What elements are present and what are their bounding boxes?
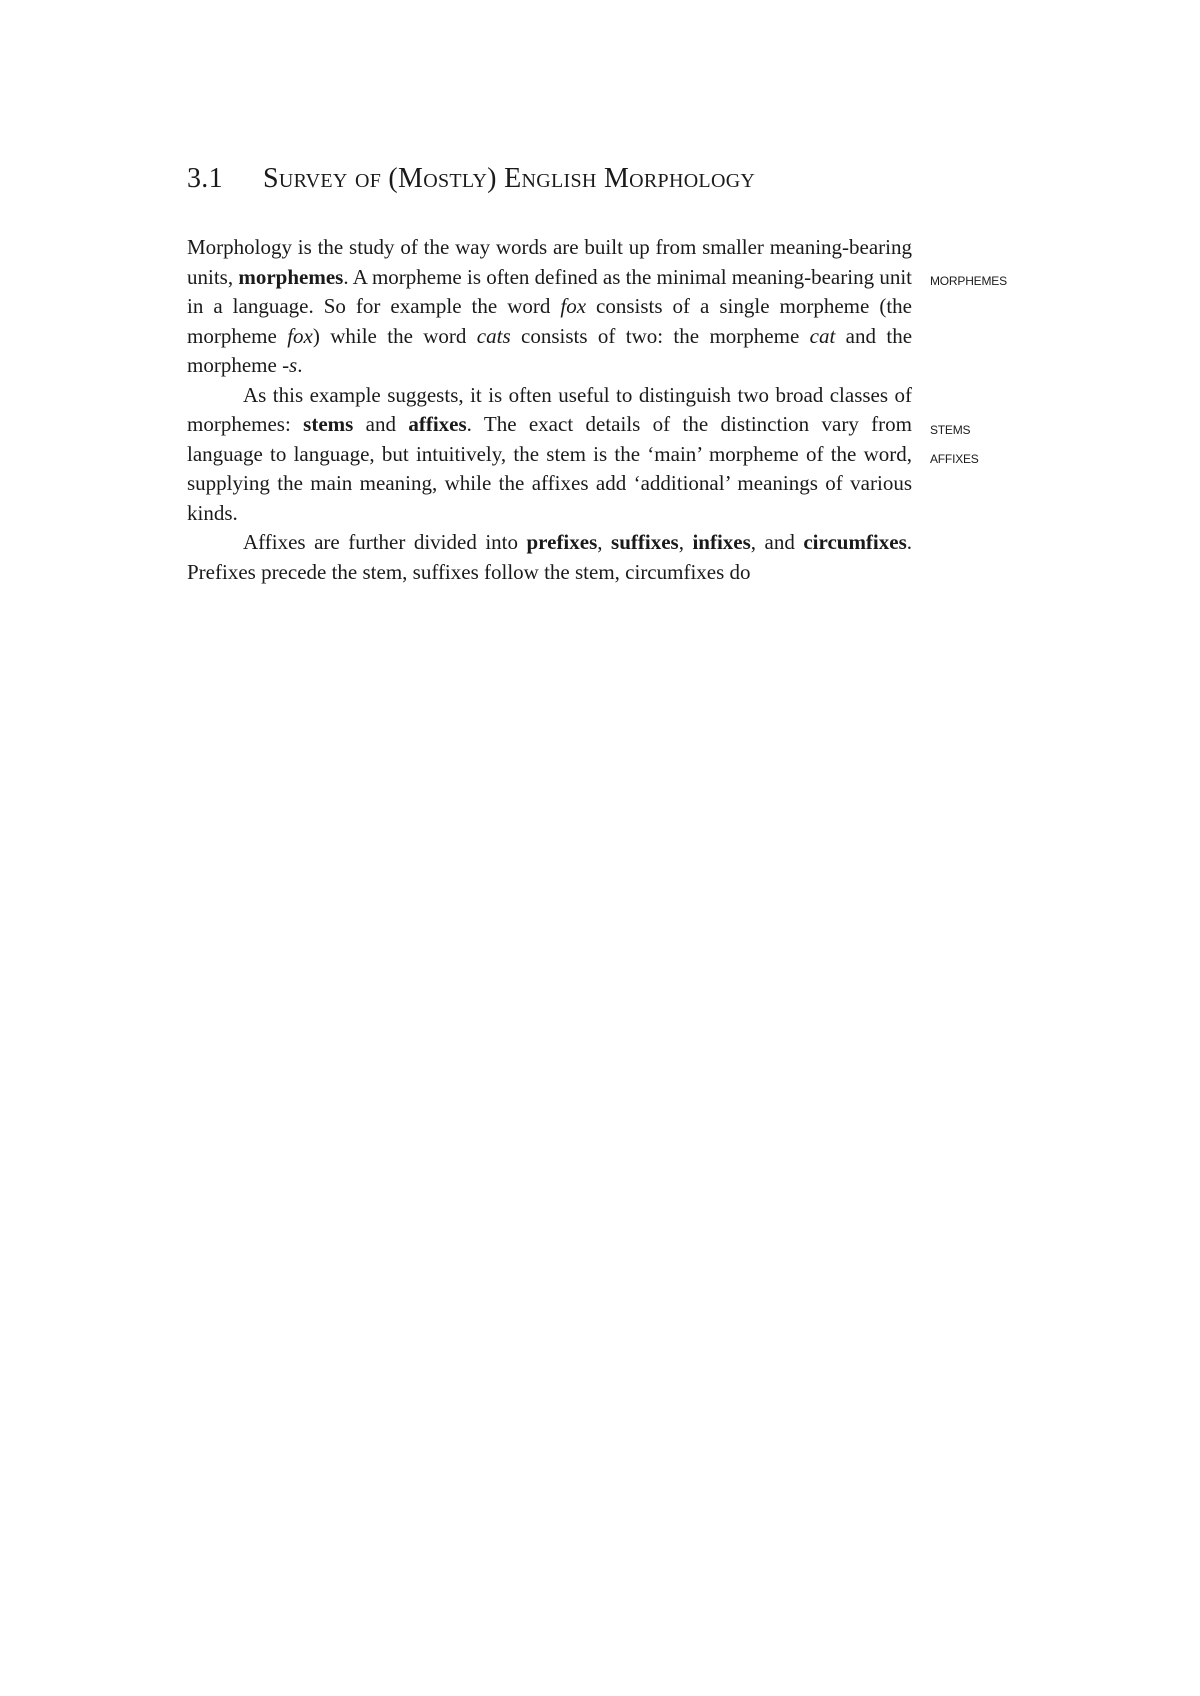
term-affixes: affixes [408, 412, 467, 436]
section-heading [187, 162, 755, 196]
term-prefixes: prefixes [526, 530, 598, 554]
term-morphemes: morphemes [238, 264, 344, 289]
margin-note-morphemes: MORPHEMES [930, 274, 1007, 288]
section-number: 3.1 [187, 163, 223, 194]
term-circumfixes: circumfixes [803, 530, 907, 554]
example-word: fox [560, 294, 587, 318]
term-infixes: infixes [692, 530, 751, 554]
example-word: cats [476, 323, 511, 348]
section-title: Survey of (Mostly) English Morphology [263, 163, 756, 194]
example-word: fox [287, 323, 313, 348]
margin-note-stems: STEMS [930, 423, 971, 437]
body-text [187, 233, 912, 587]
term-suffixes: suffixes [611, 530, 679, 554]
example-word: -s [282, 353, 298, 377]
example-word: cat [809, 323, 836, 348]
paragraph-2: As this example suggests, it is often useful to distinguish two broad classes of morphemes: stems and affixes. The exact details of the distinction vary from language to language, but intuitively, the stem is the ‘main’ morpheme of the word, supplying the main meaning, while the affixes add ‘additional’ meanings of various kinds. [187, 382, 912, 525]
term-stems: stems [303, 412, 354, 436]
paragraph-1: Morphology is the study of the way words are built up from smaller meaning-bearing units, morphemes. A morpheme is often defined as the minimal meaning-bearing unit in a language. So for example the word fox consists of a single morpheme (the morpheme fox) while the word cats consists of two: the morpheme cat and the morpheme -s. [187, 235, 913, 377]
margin-note-affixes: AFFIXES [930, 452, 979, 466]
paragraph-3: Affixes are further divided into prefixes, suffixes, infixes, and circumfixes. Prefixes precede the stem, suffixes follow the stem, circumfixes do [187, 530, 913, 584]
